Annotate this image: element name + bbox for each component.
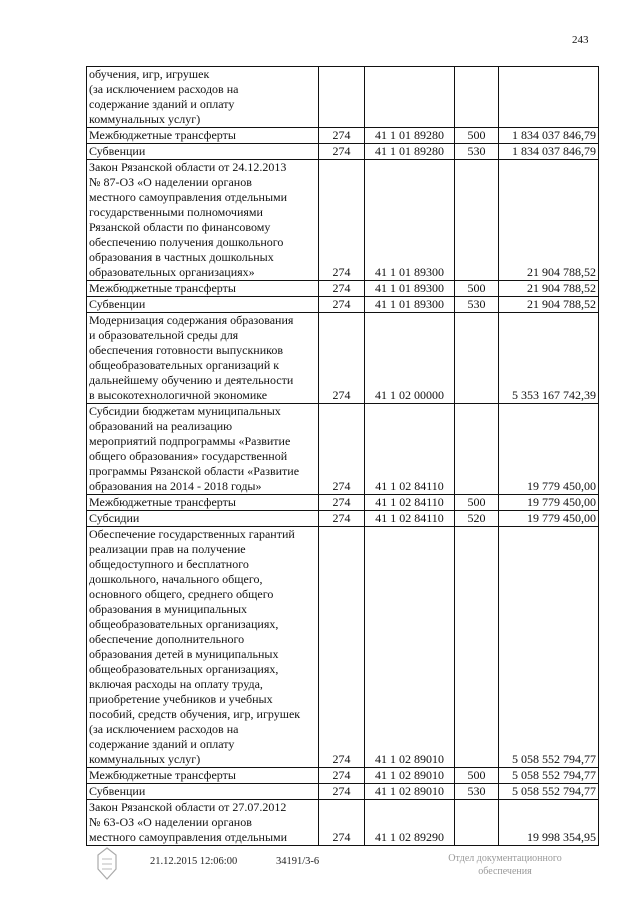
budget-table bbox=[86, 66, 599, 846]
row-article: 41 1 02 89010 bbox=[365, 527, 455, 768]
row-type bbox=[455, 527, 499, 768]
table-row bbox=[87, 784, 599, 800]
row-amount: 19 779 450,00 bbox=[499, 495, 599, 511]
row-article bbox=[365, 67, 455, 128]
row-type: 520 bbox=[455, 511, 499, 527]
row-name: Межбюджетные трансферты bbox=[87, 128, 319, 144]
table-row bbox=[87, 527, 599, 768]
row-amount: 19 998 354,95 bbox=[499, 800, 599, 846]
row-article: 41 1 01 89300 bbox=[365, 297, 455, 313]
row-code: 274 bbox=[319, 404, 365, 495]
row-code: 274 bbox=[319, 160, 365, 281]
row-amount: 5 058 552 794,77 bbox=[499, 784, 599, 800]
row-amount: 5 058 552 794,77 bbox=[499, 527, 599, 768]
row-code: 274 bbox=[319, 297, 365, 313]
row-name: Закон Рязанской области от 24.12.2013 № 87-ОЗ «О наделении органов местного самоуправления отдельными государственными полномочиями Рязанской области по финансовому обеспечению получения дошкольного образования в частных дошкольных образовательных организациях» bbox=[87, 160, 319, 281]
row-type: 530 bbox=[455, 784, 499, 800]
row-amount bbox=[499, 67, 599, 128]
row-name: Межбюджетные трансферты bbox=[87, 768, 319, 784]
row-name: Субвенции bbox=[87, 144, 319, 160]
table-row bbox=[87, 495, 599, 511]
row-name: Субвенции bbox=[87, 784, 319, 800]
row-code: 274 bbox=[319, 281, 365, 297]
row-type bbox=[455, 800, 499, 846]
row-article: 41 1 01 89280 bbox=[365, 144, 455, 160]
row-name: Субвенции bbox=[87, 297, 319, 313]
row-article: 41 1 02 89010 bbox=[365, 768, 455, 784]
row-amount: 19 779 450,00 bbox=[499, 404, 599, 495]
row-code: 274 bbox=[319, 495, 365, 511]
row-article: 41 1 02 84110 bbox=[365, 404, 455, 495]
row-type: 500 bbox=[455, 128, 499, 144]
row-name: Обеспечение государственных гарантий реализации прав на получение общедоступного и бесплатного дошкольного, начального общего, основного общего, среднего общего образования в муниципальных общеобразовательных организациях, обеспечение дополнительного образования детей в муниципальных общеобразовательных организациях, включая расходы на оплату труда, приобретение учебников и учебных пособий, средств обучения, игр, игрушек (за исключением расходов на содержание зданий и оплату коммунальных услуг) bbox=[87, 527, 319, 768]
footer-datetime: 21.12.2015 12:06:00 bbox=[150, 856, 238, 867]
row-code: 274 bbox=[319, 144, 365, 160]
row-type bbox=[455, 404, 499, 495]
row-code: 274 bbox=[319, 313, 365, 404]
row-code: 274 bbox=[319, 128, 365, 144]
row-name: Межбюджетные трансферты bbox=[87, 495, 319, 511]
row-amount: 5 353 167 742,39 bbox=[499, 313, 599, 404]
table-row bbox=[87, 160, 599, 281]
table-row bbox=[87, 768, 599, 784]
row-type bbox=[455, 313, 499, 404]
table-row bbox=[87, 800, 599, 846]
row-article: 41 1 01 89300 bbox=[365, 160, 455, 281]
row-type: 500 bbox=[455, 768, 499, 784]
row-name: Субсидии бюджетам муниципальных образований на реализацию мероприятий подпрограммы «Развитие общего образования» государственной программы Рязанской области «Развитие образования на 2014 - 2018 годы» bbox=[87, 404, 319, 495]
row-type: 530 bbox=[455, 297, 499, 313]
row-type: 500 bbox=[455, 495, 499, 511]
table-row bbox=[87, 128, 599, 144]
row-code: 274 bbox=[319, 527, 365, 768]
row-name: Закон Рязанской области от 27.07.2012 № 63-ОЗ «О наделении органов местного самоуправления отдельными bbox=[87, 800, 319, 846]
row-amount: 19 779 450,00 bbox=[499, 511, 599, 527]
table-row bbox=[87, 67, 599, 128]
row-type bbox=[455, 67, 499, 128]
row-article: 41 1 02 00000 bbox=[365, 313, 455, 404]
row-amount: 1 834 037 846,79 bbox=[499, 144, 599, 160]
table-row bbox=[87, 297, 599, 313]
row-code: 274 bbox=[319, 768, 365, 784]
row-name: обучения, игр, игрушек (за исключением расходов на содержание зданий и оплату коммунальных услуг) bbox=[87, 67, 319, 128]
table-row bbox=[87, 511, 599, 527]
row-code: 274 bbox=[319, 784, 365, 800]
table-row bbox=[87, 144, 599, 160]
row-amount: 21 904 788,52 bbox=[499, 281, 599, 297]
page-number: 243 bbox=[572, 34, 589, 46]
row-article: 41 1 02 84110 bbox=[365, 495, 455, 511]
row-article: 41 1 01 89280 bbox=[365, 128, 455, 144]
row-type: 500 bbox=[455, 281, 499, 297]
row-amount: 5 058 552 794,77 bbox=[499, 768, 599, 784]
row-code bbox=[319, 67, 365, 128]
table-row bbox=[87, 404, 599, 495]
row-code: 274 bbox=[319, 800, 365, 846]
row-type: 530 bbox=[455, 144, 499, 160]
department-stamp: Отдел документационного обеспечения bbox=[448, 853, 562, 877]
row-article: 41 1 01 89300 bbox=[365, 281, 455, 297]
row-type bbox=[455, 160, 499, 281]
table-row bbox=[87, 313, 599, 404]
footer-doc-id: 34191/3-6 bbox=[276, 856, 320, 867]
row-name: Субсидии bbox=[87, 511, 319, 527]
row-article: 41 1 02 84110 bbox=[365, 511, 455, 527]
table-row bbox=[87, 281, 599, 297]
row-article: 41 1 02 89010 bbox=[365, 784, 455, 800]
coat-of-arms-stamp bbox=[94, 847, 120, 881]
row-name: Межбюджетные трансферты bbox=[87, 281, 319, 297]
row-amount: 21 904 788,52 bbox=[499, 297, 599, 313]
row-name: Модернизация содержания образования и образовательной среды для обеспечения готовности выпускников общеобразовательных организаций к дальнейшему обучению и деятельности в высокотехнологичной экономике bbox=[87, 313, 319, 404]
row-amount: 1 834 037 846,79 bbox=[499, 128, 599, 144]
row-code: 274 bbox=[319, 511, 365, 527]
row-article: 41 1 02 89290 bbox=[365, 800, 455, 846]
row-amount: 21 904 788,52 bbox=[499, 160, 599, 281]
